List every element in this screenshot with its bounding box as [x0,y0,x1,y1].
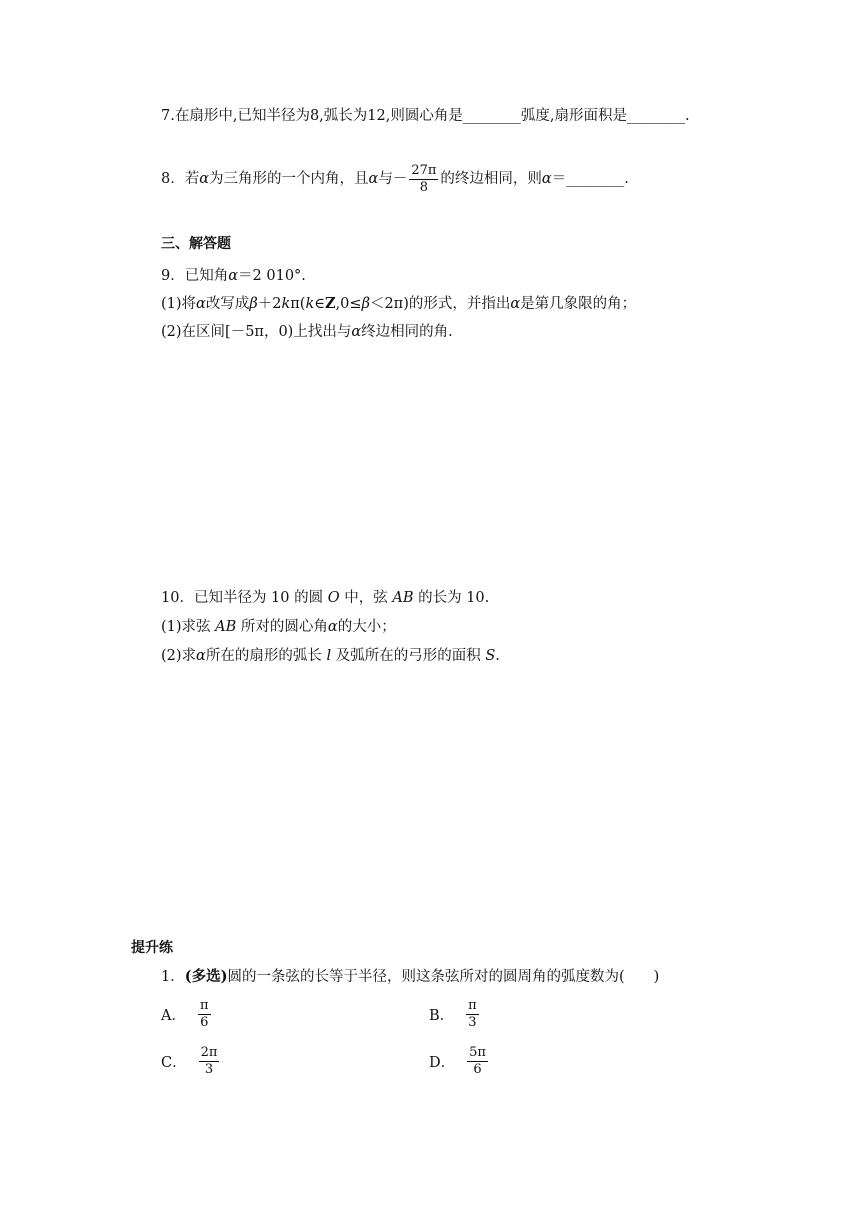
question-7-text: 7.在扇形中,已知半径为8,弧长为12,则圆心角是________弧度,扇形面积是________. [161,108,690,124]
q9-stem-a: 9．已知角 [161,268,229,284]
q9-p1-alpha2: α [510,296,521,312]
option-b-fraction [466,998,479,1031]
option-c[interactable] [161,1045,221,1078]
option-d[interactable] [429,1045,490,1078]
q10-p2-s: S [485,648,496,664]
q10-p2-c: 及弧所在的弓形的面积 [335,648,481,664]
q9-p1-alpha: α [196,296,206,312]
q9-p1-k: k [281,296,291,312]
option-b-label: B． [429,1008,455,1024]
q9-p1-d: π( [290,296,306,312]
q10-p2-d: . [495,648,500,664]
option-a[interactable] [161,998,213,1031]
option-d-fraction [467,1045,488,1078]
question-9-part-1 [161,294,636,314]
q9-stem-b: ＝2 010°. [238,268,306,284]
q8-mid1: 为三角形的一个内角，且 [209,171,369,187]
q9-p1-b: 改写成 [205,296,250,312]
option-a-num: π [199,998,209,1013]
question-10-part-2 [161,646,500,666]
q10-stem-b: 中，弦 [344,590,388,606]
q9-p1-h: 是第几象限的角； [520,296,637,312]
option-b-den: 3 [468,1015,477,1030]
q9-p1-c: ＋2 [257,296,282,312]
q8-fraction [409,163,438,196]
q9-alpha: α [228,268,239,284]
q10-p1-a: (1)求弦 [161,619,211,635]
q10-p1-alpha: α [327,619,338,635]
section-title-answer: 三、解答题 [161,236,231,252]
improve-question-1-stem [161,967,659,987]
q8-alpha: α [199,171,210,187]
option-b[interactable] [429,998,481,1031]
option-c-fraction [199,1045,220,1078]
q10-o: O [327,590,340,606]
q9-p1-beta: β [249,296,258,312]
q9-p1-f: ,0≤ [335,296,362,312]
option-d-num: 5π [469,1045,486,1060]
q9-p1-a: (1)将 [161,296,197,312]
q10-ab: AB [392,590,414,606]
q10-p2-a: (2)求 [161,648,197,664]
q8-alpha-2: α [368,171,379,187]
q9-p2-b: 终边相同的角. [361,324,453,340]
option-c-label: C． [161,1055,187,1071]
option-a-den: 6 [200,1015,209,1030]
q8-prefix: 8．若 [161,171,200,187]
q9-p1-k2: k [305,296,315,312]
option-d-label: D． [429,1055,456,1071]
q10-p2-l: l [326,648,332,664]
q8-alpha-3: α [541,171,552,187]
option-a-label: A． [161,1008,186,1024]
q9-p1-beta2: β [361,296,370,312]
q8-mid3: 的终边相同，则 [440,171,542,187]
section-title-improve: 提升练 [131,940,173,956]
question-7 [161,106,690,126]
option-a-fraction [198,998,211,1031]
q10-p1-b: 所对的圆心角 [240,619,328,635]
u1-stem-a: 1． [161,969,185,985]
q8-mid2: 与－ [378,171,408,187]
q10-p1-ab: AB [215,619,237,635]
q10-stem-a: 10．已知半径为 10 的圆 [161,590,324,606]
q10-p2-alpha: α [196,648,206,664]
q9-p1-g: ＜2π)的形式，并指出 [369,296,511,312]
question-9-stem [161,266,306,286]
question-10-part-1 [161,617,396,637]
q9-p2-a: (2)在区间[－5π，0)上找出与 [161,324,352,340]
u1-stem-b: 圆的一条弦的长等于半径，则这条弦所对的圆周角的弧度数为( ) [227,969,660,985]
q10-p1-c: 的大小； [337,619,396,635]
option-b-num: π [468,998,477,1013]
option-d-den: 6 [473,1062,482,1077]
q10-stem-c: 的长为 10. [418,590,490,606]
option-c-num: 2π [200,1045,218,1060]
q9-p1-z: Z [324,295,336,312]
q8-suffix: ＝________. [551,171,629,187]
q8-frac-den: 8 [419,179,429,195]
question-8 [161,160,629,198]
question-10-stem [161,588,489,608]
q9-p2-alpha: α [351,324,362,340]
u1-tag: (多选) [184,968,228,985]
q8-frac-num: 27π [411,162,437,178]
option-c-den: 3 [204,1062,214,1077]
q9-p1-e: ∈ [314,296,325,312]
question-9-part-2 [161,322,453,342]
q10-p2-b: 所在的扇形的弧长 [205,648,322,664]
